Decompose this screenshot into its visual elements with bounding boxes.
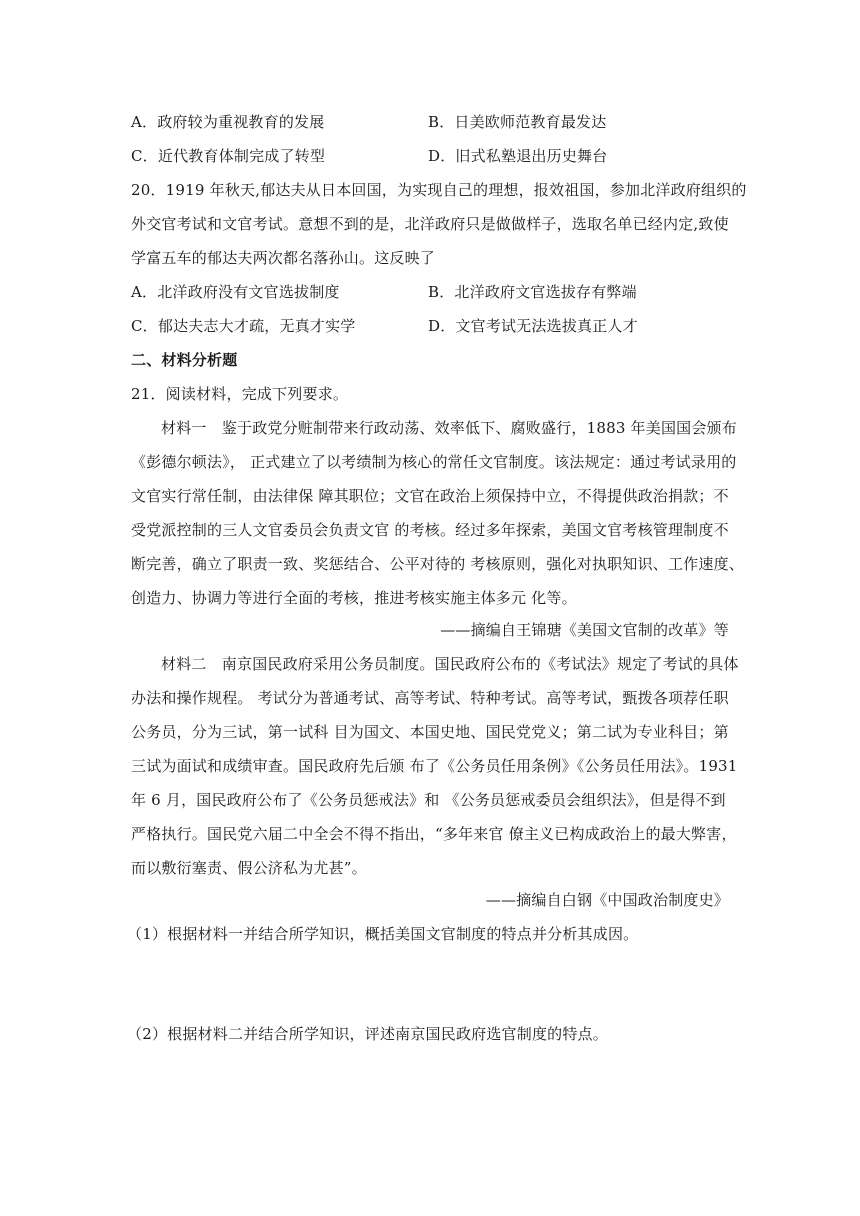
material2-line-4: 三试为面试和成绩审查。国民政府先后颁 布了《公务员任用条例》《公务员任用法》。1931 bbox=[131, 757, 738, 775]
material2-line-2: 办法和操作规程。 考试分为普通考试、高等考试、特种考试。高等考试，甄拨各项荐任职 bbox=[131, 689, 729, 707]
q20-option-d: D．文官考试无法选拔真正人才 bbox=[428, 317, 638, 335]
material2-source: ——摘编自白钢《中国政治制度史》 bbox=[485, 891, 729, 909]
material1-line-3: 文官实行常任制，由法律保 障其职位；文官在政治上须保持中立，不得提供政治捐款；不 bbox=[131, 487, 729, 505]
q20-stem-line-3: 学富五车的郁达夫两次都名落孙山。这反映了 bbox=[131, 249, 436, 267]
material2-line-5: 年 6 月，国民政府公布了《公务员惩戒法》和 《公务员惩戒委员会组织法》，但是得不到 bbox=[131, 791, 726, 809]
q20-option-b: B．北洋政府文官选拔存有弊端 bbox=[428, 283, 637, 301]
q20-option-c: C．郁达夫志大才疏，无真才实学 bbox=[131, 317, 356, 335]
material1-line-4: 受党派控制的三人文官委员会负责文官 的考核。经过多年探索，美国文官考核管理制度不 bbox=[131, 521, 729, 539]
q19-option-b: B．日美欧师范教育最发达 bbox=[428, 113, 607, 131]
sub-question-2: （2）根据材料二并结合所学知识，评述南京国民政府选官制度的特点。 bbox=[127, 1025, 608, 1043]
material1-line-6: 创造力、协调力等进行全面的考核，推进考核实施主体多元 化等。 bbox=[131, 589, 577, 607]
q20-stem-line-2: 外交官考试和文官考试。意想不到的是，北洋政府只是做做样子，选取名单已经内定,致使 bbox=[131, 215, 729, 233]
material2-line-1: 材料二 南京国民政府采用公务员制度。国民政府公布的《考试法》规定了考试的具体 bbox=[161, 655, 739, 673]
material2-line-7: 而以敷衍塞责、假公济私为尤甚”。 bbox=[131, 859, 367, 877]
material1-line-1: 材料一 鉴于政党分赃制带来行政动荡、效率低下、腐败盛行，1883 年美国国会颁布 bbox=[161, 419, 737, 437]
sub-question-1: （1）根据材料一并结合所学知识，概括美国文官制度的特点并分析其成因。 bbox=[127, 925, 639, 943]
material2-line-3: 公务员，分为三试，第一试科 目为国文、本国史地、国民党党义；第二试为专业科目；第 bbox=[131, 723, 729, 741]
q20-stem-line-1: 20．1919 年秋天,郁达夫从日本回国，为实现自己的理想，报效祖国，参加北洋政府组织的 bbox=[131, 181, 747, 199]
q19-option-c: C．近代教育体制完成了转型 bbox=[131, 147, 326, 165]
q20-option-a: A．北洋政府没有文官选拔制度 bbox=[131, 283, 340, 301]
q19-option-d: D．旧式私塾退出历史舞台 bbox=[428, 147, 608, 165]
q21-stem: 21．阅读材料，完成下列要求。 bbox=[131, 385, 349, 403]
material2-line-6: 严格执行。国民党六届二中全会不得不指出，“多年来官 僚主义已构成政治上的最大弊害， bbox=[131, 825, 737, 843]
section-title: 二、材料分析题 bbox=[131, 351, 238, 369]
q19-option-a: A．政府较为重视教育的发展 bbox=[131, 113, 325, 131]
material1-line-5: 断完善，确立了职责一致、奖惩结合、公平对待的 考核原则，强化对执职知识、工作速度、 bbox=[131, 555, 744, 573]
material1-source: ——摘编自王锦瑭《美国文官制的改革》等 bbox=[440, 621, 729, 639]
material1-line-2: 《彭德尔顿法》， 正式建立了以考绩制为核心的常任文官制度。该法规定：通过考试录用的 bbox=[131, 453, 737, 471]
